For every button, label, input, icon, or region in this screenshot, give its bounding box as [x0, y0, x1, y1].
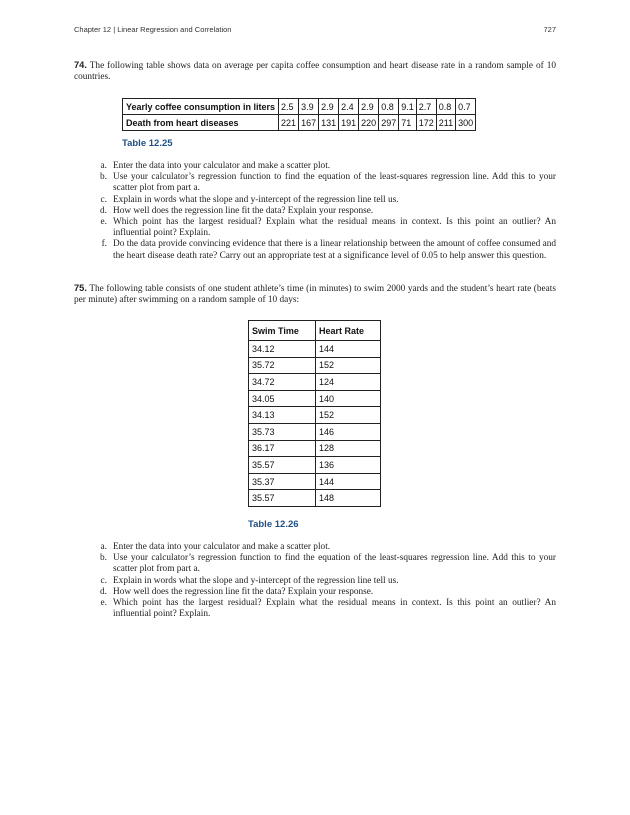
table-cell: 35.73: [249, 423, 316, 440]
table-cell: 34.05: [249, 390, 316, 407]
table-row: [249, 473, 381, 490]
list-item: [97, 206, 556, 217]
problem-74-parts: [97, 161, 556, 262]
table-cell: 152: [316, 407, 381, 424]
table-cell: 136: [316, 457, 381, 474]
page-number: 727: [543, 25, 556, 34]
running-header-chapter: Chapter 12 | Linear Regression and Correlation: [74, 25, 232, 34]
table-cell: 297: [379, 115, 399, 131]
list-item: [97, 553, 556, 575]
table-cell: 211: [436, 115, 455, 131]
table-cell: 221: [279, 115, 299, 131]
item-letter: d.: [100, 205, 107, 216]
table-cell: 152: [316, 357, 381, 374]
table-cell: 0.7: [456, 99, 476, 115]
list-item: [97, 587, 556, 598]
table-row: [249, 374, 381, 391]
table-cell: 34.12: [249, 341, 316, 358]
table-cell: 167: [299, 115, 319, 131]
table-row: [249, 407, 381, 424]
table-cell: 128: [316, 440, 381, 457]
column-header-heart-rate: Heart Rate: [316, 321, 381, 341]
table-cell: 191: [339, 115, 359, 131]
table-row: [249, 357, 381, 374]
swim-heart-rate-table: [248, 320, 381, 507]
table-row-deaths: [123, 115, 476, 131]
item-text: Explain in words what the slope and y-intercept of the regression line tell us.: [113, 194, 399, 205]
table-cell: 2.7: [416, 99, 436, 115]
table-row-coffee: [123, 99, 476, 115]
table-cell: 35.72: [249, 357, 316, 374]
table-caption: Table 12.25: [122, 138, 173, 149]
problem-74-statement: [74, 60, 556, 84]
table-cell: 35.57: [249, 490, 316, 507]
coffee-heart-disease-table: [122, 98, 476, 131]
item-text: Enter the data into your calculator and make a scatter plot.: [113, 542, 331, 552]
list-item: [97, 239, 556, 261]
item-letter: c.: [100, 575, 107, 586]
problem-number: 75.: [74, 283, 87, 293]
item-letter: c.: [100, 194, 107, 205]
problem-75-statement: [74, 283, 556, 307]
list-item: [97, 576, 556, 587]
table-cell: 148: [316, 490, 381, 507]
item-letter: b.: [100, 172, 107, 183]
item-letter: d.: [100, 586, 107, 597]
row-label: Yearly coffee consumption in liters: [123, 99, 279, 115]
list-item: [97, 195, 556, 206]
item-text: Explain in words what the slope and y-intercept of the regression line tell us.: [113, 575, 399, 586]
item-letter: a.: [100, 542, 107, 552]
item-letter: f.: [101, 239, 107, 250]
table-row: [249, 341, 381, 358]
list-item: [97, 598, 556, 620]
table-cell: 3.9: [299, 99, 319, 115]
table-cell: 2.4: [339, 99, 359, 115]
problem-number: 74.: [74, 60, 87, 70]
problem-text: The following table shows data on average per capita coffee consumption and heart disease rate in a random sample of 10 countries.: [74, 61, 556, 83]
table-cell: 35.57: [249, 457, 316, 474]
item-text: Which point has the largest residual? Explain what the residual means in context. Is this point an outlier? An influential point? Explain.: [113, 598, 556, 620]
table-cell: 172: [416, 115, 436, 131]
table-cell: 0.8: [379, 99, 399, 115]
table-row: [249, 490, 381, 507]
table-row: [249, 423, 381, 440]
table-header-row: [249, 321, 381, 341]
item-text: Enter the data into your calculator and make a scatter plot.: [113, 161, 331, 171]
item-letter: e.: [100, 217, 107, 228]
table-cell: 34.72: [249, 374, 316, 391]
table-row: [249, 440, 381, 457]
item-letter: b.: [100, 553, 107, 564]
table-cell: 131: [319, 115, 339, 131]
item-text: Use your calculator’s regression function to find the equation of the least-squares regression line. Add this to your scatter plot from part a.: [113, 553, 556, 575]
item-text: How well does the regression line fit the data? Explain your response.: [113, 205, 374, 216]
table-cell: 0.8: [436, 99, 455, 115]
table-caption: Table 12.26: [248, 519, 299, 530]
table-cell: 2.9: [319, 99, 339, 115]
item-text: Do the data provide convincing evidence that there is a linear relationship between the amount of coffee consumed and the heart disease death rate? Carry out an appropriate test at a significance level of 0.05 to help answer this question.: [113, 239, 556, 261]
table-cell: 144: [316, 341, 381, 358]
item-letter: a.: [100, 161, 107, 171]
table-cell: 220: [359, 115, 379, 131]
list-item: [97, 542, 556, 553]
item-text: How well does the regression line fit the data? Explain your response.: [113, 586, 374, 597]
table-cell: 144: [316, 473, 381, 490]
list-item: [97, 172, 556, 194]
column-header-swim-time: Swim Time: [249, 321, 316, 341]
table-cell: 9.1: [399, 99, 417, 115]
row-label: Death from heart diseases: [123, 115, 279, 131]
table-cell: 71: [399, 115, 417, 131]
list-item: [97, 161, 556, 172]
table-cell: 140: [316, 390, 381, 407]
problem-75-parts: [97, 542, 556, 620]
table-cell: 36.17: [249, 440, 316, 457]
item-text: Use your calculator’s regression function to find the equation of the least-squares regression line. Add this to your scatter plot from part a.: [113, 172, 556, 194]
table-cell: 35.37: [249, 473, 316, 490]
problem-text: The following table consists of one student athlete’s time (in minutes) to swim 2000 yards and the student’s heart rate (beats per minute) after swimming on a random sample of 10 days:: [74, 284, 556, 306]
table-row: [249, 457, 381, 474]
list-item: [97, 217, 556, 239]
table-cell: 2.5: [279, 99, 299, 115]
table-cell: 124: [316, 374, 381, 391]
table-cell: 34.13: [249, 407, 316, 424]
item-letter: e.: [100, 598, 107, 609]
table-cell: 146: [316, 423, 381, 440]
table-row: [249, 390, 381, 407]
item-text: Which point has the largest residual? Explain what the residual means in context. Is this point an outlier? An influential point? Explain.: [113, 217, 556, 239]
table-cell: 2.9: [359, 99, 379, 115]
table-cell: 300: [456, 115, 476, 131]
